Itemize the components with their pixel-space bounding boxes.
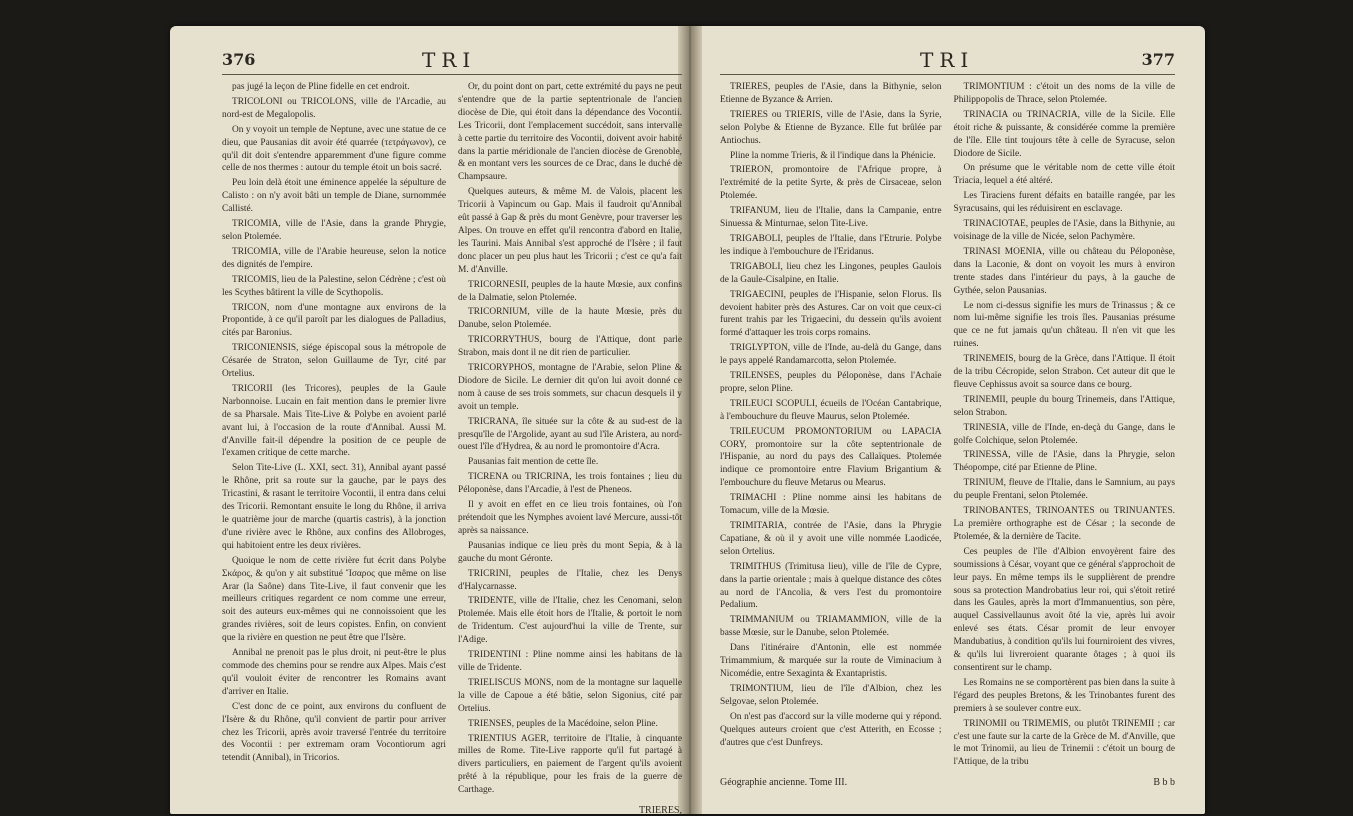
right-column-1	[720, 81, 942, 771]
entry-paragraph: TRICORYPHOS, montagne de l'Arabie, selon Pline & Diodore de Sicile. Le dernier dit qu'on lui avoit donné ce nom à cause de ses trois sommets, sur chacun desquels il y avoit un temple.	[458, 363, 682, 412]
entry-paragraph: TRIDENTINI : Pline nomme ainsi les habitans de la ville de Tridente.	[458, 650, 682, 673]
entry-paragraph: TRIGABOLI, lieu chez les Lingones, peuples Gaulois de la Gaule-Cisalpine, en Italie.	[720, 261, 942, 285]
entry-paragraph: TRIMITHUS (Trimitusa lieu), ville de l'île de Cypre, dans la partie orientale ; mais à quelque distance des côtes au nord de l'Ancolia, & vers l'est du promontoire Pedalium.	[720, 561, 942, 611]
entry-paragraph: TRINASI MOENIA, ville ou château du Péloponèse, dans la Laconie, & dont on voyoit les murs à environ trente stades dans l'intérieur du pays, à la gauche de Gythée, selon Pausanias.	[953, 246, 1175, 296]
entry-paragraph: TRIELISCUS MONS, nom de la montagne sur laquelle la ville de Capoue a été bâtie, selon Sigonius, cité par Ortelius.	[458, 677, 682, 714]
entry-paragraph: TRINIUM, fleuve de l'Italie, dans le Samnium, au pays du peuple Frentani, selon Ptolemée.	[953, 478, 1175, 502]
entry-paragraph: TRINESIA, ville de l'Inde, en-deçà du Gange, dans le golfe Colchique, selon Ptolemée.	[953, 422, 1175, 446]
entry-paragraph: TRICORRYTHUS, bourg de l'Attique, dont parle Strabon, mais dont il ne dit rien de particulier.	[458, 335, 682, 359]
entry-paragraph: TRIENSES, peuples de la Macédoine, selon Pline.	[468, 718, 658, 729]
entry-paragraph: TRINACIOTAE, peuples de l'Asie, dans la Bithynie, au voisinage de la ville de Nicée, selon Pachymère.	[953, 219, 1175, 242]
entry-paragraph: TRICOMIA, ville de l'Asie, dans la grande Phrygie, selon Ptolemée.	[222, 219, 446, 242]
entry-paragraph: TRICRINI, peuples de l'Italie, chez les Denys d'Halycarnasse.	[458, 568, 682, 592]
entry-paragraph: TRICOMIS, lieu de la Palestine, selon Cédrène ; c'est où les Scythes bâtirent la ville de Scythopolis.	[222, 274, 446, 298]
entry-paragraph: On présume que le véritable nom de cette ville étoit Triacia, lequel a été altéré.	[953, 163, 1175, 187]
entry-paragraph: TRIMACHI : Pline nomme ainsi les habitans de Tomacum, ville de la Mœsie.	[720, 493, 942, 517]
left-page-header	[222, 48, 682, 75]
entry-paragraph: TRICRANA, île située sur la côte & au sud-est de la presqu'île de l'Argolide, ayant au sud l'île Aristera, au nord-ouest l'île d'Hydrea, & au nord le promontoire d'Acra.	[458, 416, 682, 453]
entry-paragraph: TRILEUCUM PROMONTORIUM ou LAPACIA CORY, promontoire sur la côte septentrionale de l'Hispanie, au nord du pays des Callaïques. Ptolemée indique ce promontoire entre Flavium Brigantium & l'embouchure du fleuve Metarus ou Mearus.	[720, 426, 942, 489]
right-page-number: 377	[1141, 50, 1175, 69]
left-page-number: 376	[222, 50, 256, 69]
entry-paragraph: TRINACIA ou TRINACRIA, ville de la Sicile. Elle étoit riche & puissante, & considérée comme la première de l'île. Elle tint toujours tête à celle de Syracuse, selon Diodore de Sicile.	[953, 109, 1175, 159]
entry-paragraph: TRIERON, promontoire de l'Afrique propre, à l'extrémité de la petite Syrte, & près de Cirsaceae, selon Ptolemée.	[720, 165, 942, 202]
entry-paragraph: TRINOMII ou TRIMEMIS, ou plutôt TRINEMII ; car c'est une faute sur la carte de la Grèce de M. d'Anville, que le mot Trinomii, au lieu de Trinemii : c'étoit un bourg de l'Attique, de la tribu	[953, 718, 1175, 768]
entry-paragraph: TRICORNIUM, ville de la haute Mœsie, près du Danube, selon Ptolemée.	[458, 307, 682, 331]
left-column-1	[222, 81, 446, 799]
right-column-2	[954, 81, 1176, 771]
book-spread	[170, 26, 1205, 814]
entry-paragraph: TICRENA ou TRICRINA, les trois fontaines ; lieu du Péloponèse, dans l'Arcadie, à l'est de Pheneos.	[458, 472, 682, 496]
left-running-head: TRI	[422, 48, 477, 72]
entry-paragraph: TRICOMIA, ville de l'Arabie heureuse, selon la notice des dignités de l'empire.	[222, 246, 446, 270]
entry-paragraph: TRINESSA, ville de l'Asie, dans la Phrygie, selon Théopompe, cité par Etienne de Pline.	[953, 450, 1175, 474]
entry-paragraph: Pausanias fait mention de cette île.	[468, 457, 599, 468]
entry-paragraph: TRIGAECINI, peuples de l'Hispanie, selon Florus. Ils devoient habiter près des Astures. Car on voit que ceux-ci furent trahis par les Trigaecini, du dessein qu'ils avoient formé d'attaquer les trois corps romains.	[720, 289, 942, 339]
entry-paragraph: TRICONIENSIS, siége épiscopal sous la métropole de Césarée de Straton, selon Guillaume de Tyr, cité par Ortelius.	[222, 343, 446, 380]
entry-paragraph: TRILENSES, peuples du Péloponèse, dans l'Achaïe propre, selon Pline.	[720, 371, 942, 394]
entry-paragraph: Les Romains ne se comportèrent pas bien dans la suite à l'égard des peuples Bretons, & les Trinobantes furent des premiers à se soulever contre eux.	[953, 677, 1175, 714]
entry-paragraph: Il y avoit en effet en ce lieu trois fontaines, où l'on prétendoit que les Nymphes avoient lavé Mercure, aussi-tôt après sa naissance.	[458, 500, 682, 536]
entry-paragraph: TRICORNESII, peuples de la haute Mœsie, aux confins de la Dalmatie, selon Ptolemée.	[458, 279, 682, 303]
catchword: TRIERES,	[638, 805, 682, 816]
entry-paragraph: TRICON, nom d'une montagne aux environs de la Propontide, à ce qu'il paroît par les dialogues de Palladius, cités par Baronius.	[222, 302, 446, 339]
left-page-footer	[222, 805, 682, 816]
entry-paragraph: TRINOBANTES, TRINOANTES ou TRINUANTES. La première orthographe est de César ; la seconde de Ptolemée, & la dernière de Tacite.	[953, 506, 1175, 542]
right-running-head: TRI	[920, 48, 975, 72]
entry-paragraph: Ces peuples de l'île d'Albion envoyèrent faire des soumissions à César, voyant que ce général s'approchoit de leur pays. En même temps ils le supplièrent de prendre sous sa protection Mandrobatius leur roi, qui s'étoit retiré dans les Gaules, après la mort d'Immanuentius, son père, auquel Cassivellaunus avoit ôté la vie, après lui avoir enlevé ses états. César promit de leur envoyer Mandubatius, à condition qu'ils lui fourniroient des vivres, & qu'ils lui livreroient quarante ôtages ; à quoi ils consentirent sur le champ.	[953, 546, 1175, 673]
entry-paragraph: Peu loin delà étoit une éminence appelée la sépulture de Calisto : on n'y avoit bâti un temple de Diane, surnommée Callisté.	[222, 178, 446, 215]
entry-paragraph: Le nom ci-dessus signifie les murs de Trinassus ; & ce nom lui-même signifie les trois îles. Pausanias présume que ce ne fut jamais qu'un château. Il n'en vit que les ruines.	[953, 300, 1175, 350]
entry-paragraph: TRIDENTE, ville de l'Italie, chez les Cenomani, selon Ptolemée. Mais elle étoit hors de l'Italie, & portoit le nom de Tridentum. C'est aujourd'hui la ville de Trente, sur l'Adige.	[458, 596, 682, 646]
entry-paragraph: TRICORII (les Tricores), peuples de la Gaule Narbonnoise. Lucain en fait mention dans le premier livre de sa Pharsale. Mais Tite-Live & Polybe en avoient parlé avant lui, à l'occasion de la route d'Annibal. Aussi M. d'Anville fait-il dépendre la position de ce peuple de l'examen critique de cette marche.	[222, 383, 446, 459]
entry-paragraph: Pline la nomme Trieris, & il l'indique dans la Phénicie.	[730, 150, 936, 161]
entry-paragraph: On n'est pas d'accord sur la ville moderne qui y répond. Quelques auteurs croient que c'est Atterith, en Ecosse ; d'autres que c'est Dunfreys.	[720, 711, 942, 748]
entry-paragraph: TRIMMANIUM ou TRIAMAMMION, ville de la basse Mœsie, sur le Danube, selon Ptolemée.	[720, 615, 942, 639]
entry-paragraph: Annibal ne prenoit pas le plus droit, ni peut-être le plus commode des chemins pour se rendre aux Alpes. Mais c'est qu'il vouloit éviter de rencontrer les Romains avant d'arriver en Italie.	[222, 648, 446, 697]
entry-paragraph: TRIFANUM, lieu de l'Italie, dans la Campanie, entre Sinuessa & Minturnae, selon Tite-Live.	[720, 206, 942, 230]
entry-paragraph: TRIENTIUS AGER, territoire de l'Italie, à cinquante milles de Rome. Tite-Live rapporte qu'il fut partagé à divers particuliers, en paiement de l'argent qu'ils avoient prêté à la république, pour les frais de la guerre de Carthage.	[458, 733, 682, 796]
entry-paragraph: TRILEUCI SCOPULI, écueils de l'Océan Cantabrique, à l'embouchure du fleuve Maurus, selon Ptolemée.	[720, 398, 942, 422]
entry-paragraph: On y voyoit un temple de Neptune, avec une statue de ce dieu, que Pausanias dit avoir été quarrée (τετράγωνον), ce qu'il dit doit s'entendre apparemment d'une figure comme celle de nos thermes : autour du temple étoit un bois sacré.	[222, 124, 446, 174]
entry-paragraph: pas jugé la leçon de Pline fidelle en cet endroit.	[232, 82, 410, 92]
right-page-footer	[720, 777, 1175, 788]
entry-paragraph: Dans l'itinéraire d'Antonin, elle est nommée Trimammium, & marquée sur la route de Viminacium à Nicomédie, entre Sexaginta & Exantapristis.	[720, 643, 942, 679]
left-column-2	[458, 81, 682, 799]
entry-paragraph: TRIGABOLI, peuples de l'Italie, dans l'Etrurie. Polybe les indique à l'embouchure de l'Eridanus.	[720, 233, 942, 257]
footer-title: Géographie ancienne. Tome III.	[720, 777, 848, 789]
entry-paragraph: Quelques auteurs, & même M. de Valois, placent les Tricorii à Vapincum ou Gap. Mais il faudroit qu'Annibal eût passé à Gap & près du mont Genèvre, pour traverser les Alpes. On trouve en effet qu'il rencontra d'abord en Italie, les Taurini. Mais Annibal s'est approché de l'Isère ; il faut donc placer un peu plus haut les Tricorii ; c'est ce qu'a fait M. d'Anville.	[458, 187, 682, 275]
signature-mark: B b b	[1153, 777, 1175, 789]
entry-paragraph: Pausanias indique ce lieu près du mont Sepia, & à la gauche du mont Géronte.	[458, 540, 682, 564]
entry-paragraph: Les Tiraciens furent défaits en bataille rangée, par les Syracusains, qui les réduisirent en esclavage.	[953, 191, 1175, 215]
entry-paragraph: TRIMONTIUM, lieu de l'île d'Albion, chez les Selgovae, selon Ptolemée.	[720, 683, 942, 707]
entry-paragraph: TRIGLYPTON, ville de l'Inde, au-delà du Gange, dans le pays appelé Randamarcotta, selon Ptolemée.	[720, 343, 942, 367]
entry-paragraph: Or, du point dont on part, cette extrémité du pays ne peut s'entendre que de la partie septentrionale de l'ancien diocèse de Die, qui étoit dans la dépendance des Vocontii. Les Tricorii, dont l'emplacement succédoit, sans intervalle à cette partie du territoire des Vocontii, doivent avoir habité dans la partie méridionale de l'ancien diocèse de Grenoble, & en montant vers les sources de ce Drac, dans le duché de Champsaure.	[458, 82, 682, 183]
right-page	[720, 48, 1175, 808]
entry-paragraph: TRIMONTIUM : c'étoit un des noms de la ville de Philippopolis de Thrace, selon Ptolemée.	[953, 82, 1175, 105]
entry-paragraph: C'est donc de ce point, aux environs du confluent de l'Isère & du Rhône, qu'il convient de partir pour arriver chez les Tricorii, après avoir traversé l'entrée du territoire des Vocontii : per extremam oram Vocontiorum agri tetendit (Annibal), in Tricorios.	[222, 701, 446, 764]
entry-paragraph: TRIERES, peuples de l'Asie, dans la Bithynie, selon Etienne de Byzance & Arrien.	[720, 82, 942, 105]
left-page	[222, 48, 682, 816]
right-page-header	[720, 48, 1175, 75]
entry-paragraph: TRINEMEIS, bourg de la Grèce, dans l'Attique. Il étoit de la tribu Cécropide, selon Strabon. Cet auteur dit que le fleuve Cephissus avoit sa source dans ce bourg.	[953, 354, 1175, 390]
entry-paragraph: Selon Tite-Live (L. XXI, sect. 31), Annibal ayant passé le Rhône, prit sa route sur la gauche, par le pays des Tricastini, & rasant le territoire Vocontii, il entra dans celui des Tricorii. Remontant ensuite le long du Rhône, il arriva le quatrième jour de marche (quartis castris), à la jonction d'une rivière avec le Rhône, aux confins des Allobroges, qui habitoient entre les deux rivières.	[222, 463, 446, 551]
entry-paragraph: TRIERES ou TRIERIS, ville de l'Asie, dans la Syrie, selon Polybe & Etienne de Byzance. Elle fut brûlée par Antiochus.	[720, 109, 942, 146]
entry-paragraph: TRICOLONI ou TRICOLONS, ville de l'Arcadie, au nord-est de Megalopolis.	[222, 96, 446, 120]
entry-paragraph: TRIMITARIA, contrée de l'Asie, dans la Phrygie Capatiane, & où il y avoit une ville nommée Laodicée, selon Ortelius.	[720, 521, 942, 557]
entry-paragraph: Quoique le nom de cette rivière fut écrit dans Polybe Σκάρος, & qu'on y ait substitué Ἴσαρος que même on lise Arar (la Saône) dans Tite-Live, il faut convenir que les meilleurs critiques regardent ce nom comme une erreur, soit des auteurs eux-mêmes qui ne connoissoient que les grandes rivières, soit de leurs copistes. Enfin, on convient que la rivière en question ne peut être que l'Isère.	[222, 555, 446, 644]
entry-paragraph: TRINEMII, peuple du bourg Trinemeis, dans l'Attique, selon Strabon.	[953, 394, 1175, 418]
